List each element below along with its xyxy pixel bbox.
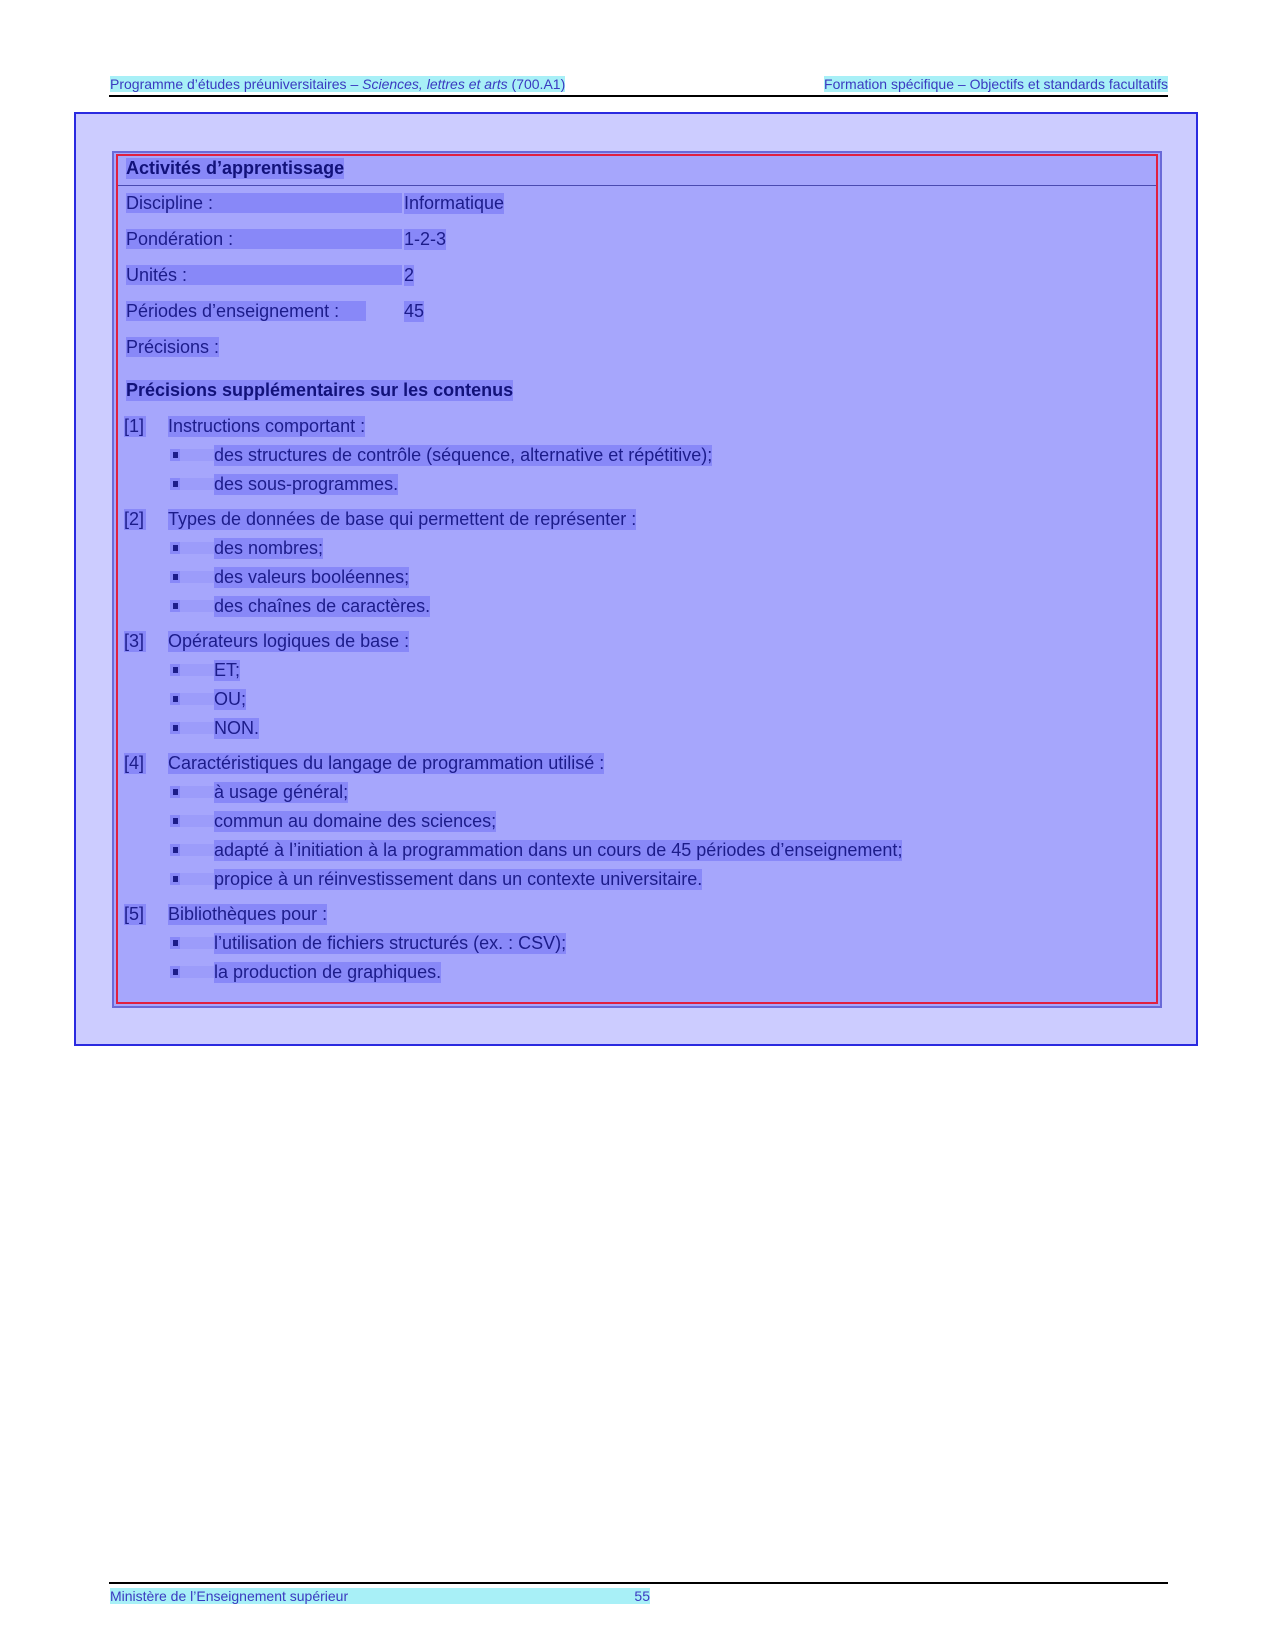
page-footer [110, 1588, 650, 1604]
bullet-text: des sous-programmes. [214, 474, 399, 494]
bullet-text: adapté à l’initiation à la programmation dans un cours de 45 périodes d’enseignement; [214, 840, 903, 860]
bullet-text: des valeurs booléennes; [214, 567, 410, 587]
field-value: 45 [404, 301, 425, 321]
header-rule [109, 95, 1168, 97]
bullet-icon [170, 786, 180, 798]
bullet-gap [180, 815, 214, 827]
bullet-text: des structures de contrôle (séquence, alternative et répétitive); [214, 445, 713, 465]
item-text: Types de données de base qui permettent de représenter : [168, 509, 637, 529]
bullet-icon [170, 449, 180, 461]
page-number: 55 [634, 1588, 650, 1604]
item-number: [4] [124, 753, 145, 773]
field-label: Pondération : [126, 229, 402, 249]
bullet-icon [170, 844, 180, 856]
header-section: Formation spécifique – Objectifs et standards facultatifs [824, 76, 1168, 92]
item-number: [5] [124, 904, 145, 924]
page-header [110, 76, 1168, 92]
bullet-gap [180, 722, 214, 734]
item-text: Opérateurs logiques de base : [168, 631, 410, 651]
field-label: Unités : [126, 265, 402, 285]
item-number: [3] [124, 631, 145, 651]
bullet-gap [180, 844, 214, 856]
bullet-text: l’utilisation de fichiers structurés (ex. : CSV); [214, 933, 567, 953]
bullet-icon [170, 966, 180, 978]
bullet-icon [170, 600, 180, 612]
bullet-icon [170, 542, 180, 554]
bullet-icon [170, 693, 180, 705]
bullet-text: OU; [214, 689, 247, 709]
item-number: [1] [124, 416, 145, 436]
bullet-text: des chaînes de caractères. [214, 596, 431, 616]
bullet-gap [180, 937, 214, 949]
header-program-code: (700.A1) [507, 76, 566, 92]
bullet-gap [180, 600, 214, 612]
field-label: Précisions : [126, 337, 220, 357]
bullet-text: NON. [214, 718, 259, 738]
bullet-text: des nombres; [214, 538, 324, 558]
bullet-text: ET; [214, 660, 241, 680]
field-value: 1-2-3 [404, 229, 447, 249]
field-value: 2 [404, 265, 415, 285]
bullet-text: la production de graphiques. [214, 962, 442, 982]
item-text: Instructions comportant : [168, 416, 366, 436]
bullet-gap [180, 542, 214, 554]
bullet-text: à usage général; [214, 782, 349, 802]
bullet-gap [180, 449, 214, 461]
bullet-gap [180, 693, 214, 705]
bullet-icon [170, 815, 180, 827]
field-label: Périodes d’enseignement : [126, 301, 366, 321]
bullet-icon [170, 664, 180, 676]
bullet-icon [170, 571, 180, 583]
bullet-gap [180, 664, 214, 676]
header-program-prefix: Programme d’études préuniversitaires – [110, 76, 363, 92]
item-text: Bibliothèques pour : [168, 904, 328, 924]
footer-ministry: Ministère de l’Enseignement supérieur [110, 1588, 349, 1604]
bullet-text: commun au domaine des sciences; [214, 811, 497, 831]
supplement-title: Précisions supplémentaires sur les contenus [126, 380, 514, 400]
header-program-title: Sciences, lettres et arts [362, 76, 508, 92]
bullet-icon [170, 722, 180, 734]
footer-rule [109, 1582, 1168, 1584]
field-label: Discipline : [126, 193, 402, 213]
bullet-icon [170, 873, 180, 885]
header-program [110, 76, 565, 92]
bullet-gap [180, 786, 214, 798]
item-text: Caractéristiques du langage de programmation utilisé : [168, 753, 605, 773]
bullet-icon [170, 937, 180, 949]
field-value: Informatique [404, 193, 505, 213]
table-title-rule [118, 185, 1156, 186]
item-number: [2] [124, 509, 145, 529]
bullet-gap [180, 571, 214, 583]
bullet-gap [180, 873, 214, 885]
bullet-text: propice à un réinvestissement dans un contexte universitaire. [214, 869, 703, 889]
bullet-gap [180, 478, 214, 490]
section-title: Activités d’apprentissage [126, 158, 345, 178]
bullet-icon [170, 478, 180, 490]
bullet-gap [180, 966, 214, 978]
